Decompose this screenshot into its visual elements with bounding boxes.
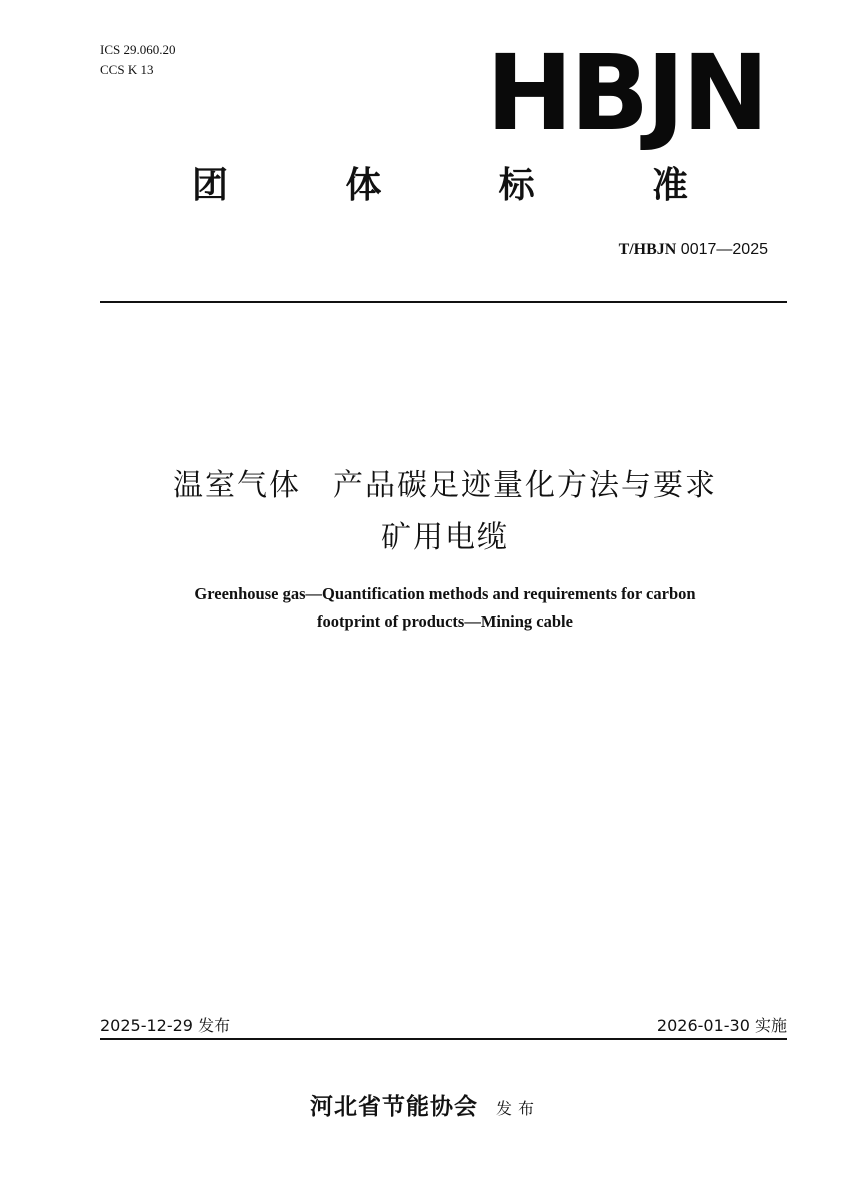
chinese-title — [60, 460, 830, 564]
standard-number-prefix: T/HBJN — [618, 241, 677, 258]
english-title-line2: footprint of products—Mining cable — [317, 612, 573, 631]
implementation-date: 2026-01-30 实施 — [656, 1016, 787, 1035]
standard-type — [180, 160, 700, 212]
standard-type-char: 准 — [651, 165, 688, 206]
english-title-line1: Greenhouse gas—Quantification methods and requirements for carbon — [194, 584, 696, 603]
publish-action: 发布 — [495, 1099, 540, 1118]
standard-type-char: 团 — [191, 165, 228, 206]
issue-date: 2025-12-29 发布 — [100, 1016, 231, 1035]
bottom-divider — [100, 1038, 787, 1040]
standard-type-char: 体 — [345, 165, 382, 206]
top-divider — [100, 301, 787, 303]
chinese-title-line1: 温室气体 产品碳足迹量化方法与要求 — [173, 468, 717, 503]
ccs-code: CCS K 13 — [100, 62, 154, 77]
standard-number-value: 0017—2025 — [676, 241, 768, 258]
chinese-title-line2: 矿用电缆 — [381, 520, 509, 555]
standard-number — [619, 240, 768, 260]
publisher-name: 河北省节能协会 — [309, 1093, 478, 1120]
publisher — [0, 1090, 850, 1126]
english-title — [60, 580, 830, 636]
association-logo: HBJN — [486, 32, 767, 154]
standard-type-char: 标 — [498, 165, 535, 206]
classification-codes — [100, 40, 175, 80]
ics-code: ICS 29.060.20 — [100, 42, 176, 57]
